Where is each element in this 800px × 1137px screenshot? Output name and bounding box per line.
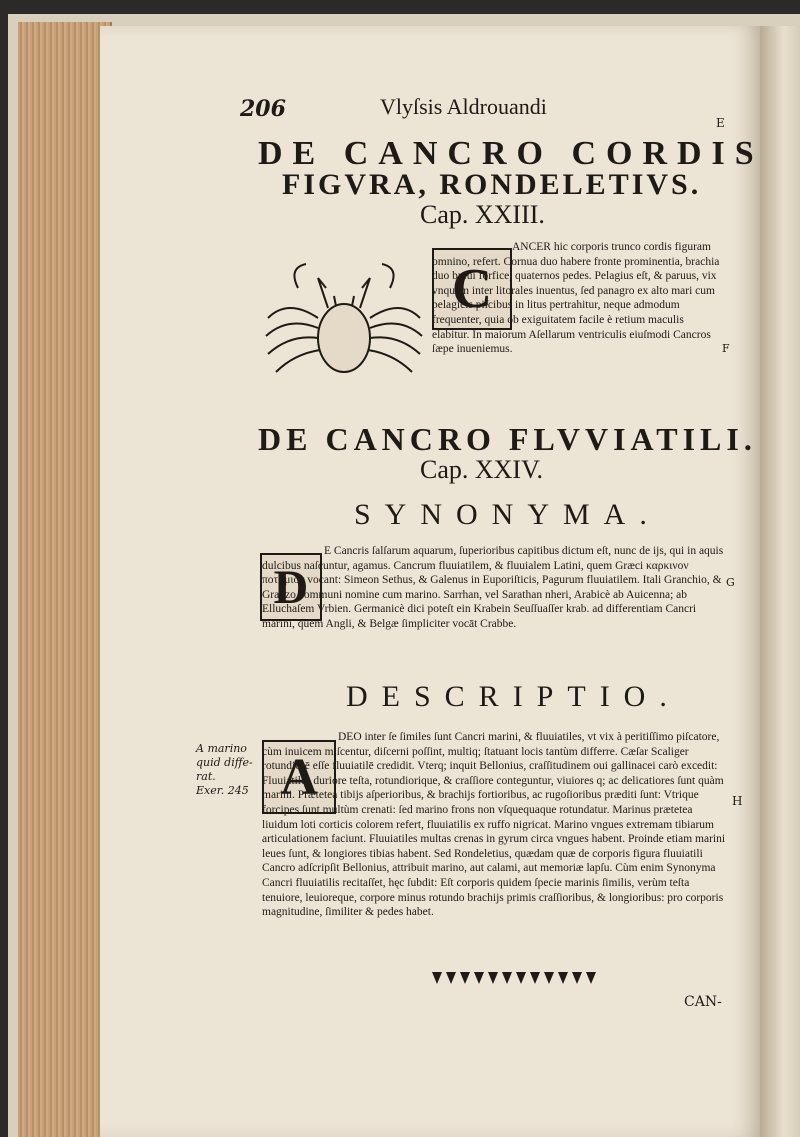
page-number: 206 — [240, 96, 286, 122]
chapter23-text: ANCER hic corporis trunco cordis figuram omnino, refert. Cornua duo habere fronte prominentia, brachia duo breui forfice, quaternos pedes. Pelagius eſt, & paruus, vix vnquam inter litorales inuentus, ſed panagro ex alto mari cum pelagicis piſcibus in litus pertrahitur, neque admodum frequenter, quia ob exiguitatem facile è retium maculis elabitur. In maiorum Aſellarum ventriculis eiuſmodi Cancros ſæpe inueniemus. — [432, 241, 720, 356]
descriptio-heading: DESCRIPTIO. — [346, 680, 681, 713]
margin-note-line: A marino — [196, 742, 247, 755]
crab-woodcut-illustration — [258, 258, 430, 388]
facing-page-edge — [760, 26, 800, 1137]
margin-letter-g: G — [726, 576, 735, 589]
chapter24-cap: Cap. XXIV. — [420, 455, 544, 484]
chapter23-title-line2: FIGVRA, RONDELETIVS. — [282, 168, 702, 201]
page-edges — [18, 22, 112, 1137]
margin-note-line: Exer. 245 — [196, 784, 249, 797]
ornament-divider — [430, 968, 598, 988]
margin-letter-h: H — [732, 794, 743, 808]
margin-note — [196, 742, 256, 798]
descriptio-text: DEO inter ſe ſimiles ſunt Cancri marini, & fluuiatiles, vt vix à peritiſſimo piſcatore, cùm inuicem miſcentur, diſcerni poſſint, multiq; ſtatuant locis tantùm differre. Cæſar Scaliger rotundiorē eſſe fluuiatilē credidit. Vterq; inquit Bellonius, craſſitudinem oui gallinacei carò excedit: Fluuiatiles duriore teſta, rotundiorique, & craſſiore conteguntur, viuiores q; ac delicatiores ſunt quàm marini. Prætetea tibijs aſperioribus, & brachijs fortioribus, ac rugoſioribus præditi ſunt: Vtrique forcipes ſunt multùm crenati: ſed marino frons non vſquequaque rotundatur. Marinus prætetea liuidum loti corticis colorem refert, fluuiatilis ex ruffo nigricat. Marino vngues extremam tibiarum articulationem faciunt. Fluuiatiles multas crenas in gyrum circa vngues habent. Proinde etiam marini leues ſunt, & longiores tibias habent. Sed Rondeletius, quædam quæ de corporis figura fluuiatili Cancro adſcripſit Bellonius, attribuit marino, aut calami, aut memoriæ lapſu. Cùm enim Synonyma Cancri fluuiatilis recitaſſet, hęc ſubdit: Eſt corporis quidem ſpecie marinis ſimilis, verùm teſta tenuiore, leuioreque, corpore minus rotundo brachijs primis craſſioribus, & longioribus: pro corporis magnitudine, ſimiliter & pedes habet. — [262, 731, 726, 919]
corner-letter: E — [716, 116, 725, 130]
margin-note-line: rat. — [196, 770, 216, 783]
synonyma-text: E Cancris ſalſarum aquarum, ſuperioribus capitibus dictum eſt, nunc de ijs, qui in aquis dulcibus naſcuntur, agamus. Cancrum fluuiatilem, & fluuialem Latini, quem Græci καρκινον ποτάμιον vocant: Simeon Sethus, & Galenus in Euporiſticis, Pagurum fluuiatilem. Itali Granchio, & Granzo communi nomine cum marino. Sarrhan, vel Sarathan nheri, Arabicè ab Auicenna; ab Elluchaſem Vrbien. Germanicè dici poteſt ein Krabein Seuſſuaſſer krab. ad differentiam Cancri marini, quem Angli, & Belgæ ſimpliciter vocāt Crabbe. — [262, 545, 724, 630]
chapter23-title-line1: DE CANCRO CORDIS — [258, 135, 764, 172]
synonyma-heading: SYNONYMA. — [354, 498, 661, 531]
catchword: CAN- — [684, 994, 722, 1010]
margin-note-line: quid diffe- — [196, 756, 253, 769]
margin-letter-f: F — [722, 342, 730, 355]
running-title: Vlyſsis Aldrouandi — [380, 94, 547, 119]
chapter23-cap: Cap. XXIII. — [420, 200, 545, 229]
drop-cap-a: A — [262, 740, 336, 814]
drop-cap-d: D — [260, 553, 322, 621]
drop-cap-c: C — [432, 248, 512, 330]
chapter24-title: DE CANCRO FLVVIATILI. — [258, 421, 757, 457]
